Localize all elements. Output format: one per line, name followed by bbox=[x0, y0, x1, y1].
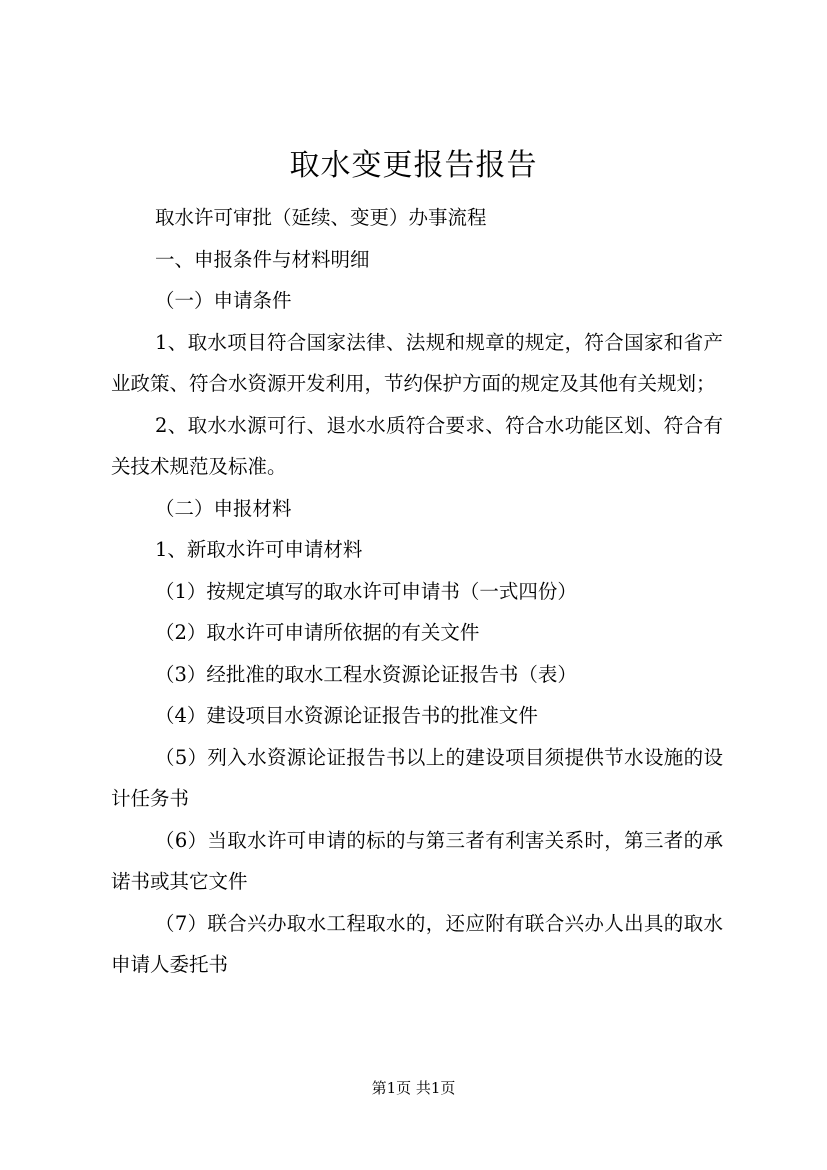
document-title: 取水变更报告报告 bbox=[289, 148, 538, 183]
document-body bbox=[111, 197, 723, 986]
paragraph-material-6: （6）当取水许可申请的标的与第三者有利害关系时，第三者的承诺书或其它文件 bbox=[111, 828, 723, 893]
paragraph-subsection-conditions: （一）申请条件 bbox=[155, 289, 292, 312]
paragraph-section-one: 一、申报条件与材料明细 bbox=[155, 247, 370, 271]
paragraph-process-heading: 取水许可审批（延续、变更）办事流程 bbox=[155, 206, 487, 229]
paragraph-material-1: （1）按规定填写的取水许可申请书（一式四份） bbox=[155, 579, 577, 603]
paragraph-material-3: （3）经批准的取水工程水资源论证报告书（表） bbox=[155, 662, 577, 686]
paragraph-material-2: （2）取水许可申请所依据的有关文件 bbox=[155, 621, 480, 644]
paragraph-material-5: （5）列入水资源论证报告书以上的建设项目须提供节水设施的设计任务书 bbox=[111, 745, 723, 810]
page-footer: 第1页 共1页 bbox=[371, 1079, 456, 1097]
paragraph-condition-1: 1、取水项目符合国家法律、法规和规章的规定，符合国家和省产业政策、符合水资源开发利用，节约保护方面的规定及其他有关规划； bbox=[111, 330, 723, 395]
paragraph-material-4: （4）建设项目水资源论证报告书的批准文件 bbox=[155, 704, 538, 727]
paragraph-materials-new: 1、新取水许可申请材料 bbox=[155, 538, 363, 561]
paragraph-material-7: （7）联合兴办取水工程取水的，还应附有联合兴办人出具的取水申请人委托书 bbox=[111, 911, 723, 976]
paragraph-condition-2: 2、取水水源可行、退水水质符合要求、符合水功能区划、符合有关技术规范及标准。 bbox=[111, 413, 723, 478]
paragraph-subsection-materials: （二）申报材料 bbox=[155, 496, 292, 520]
